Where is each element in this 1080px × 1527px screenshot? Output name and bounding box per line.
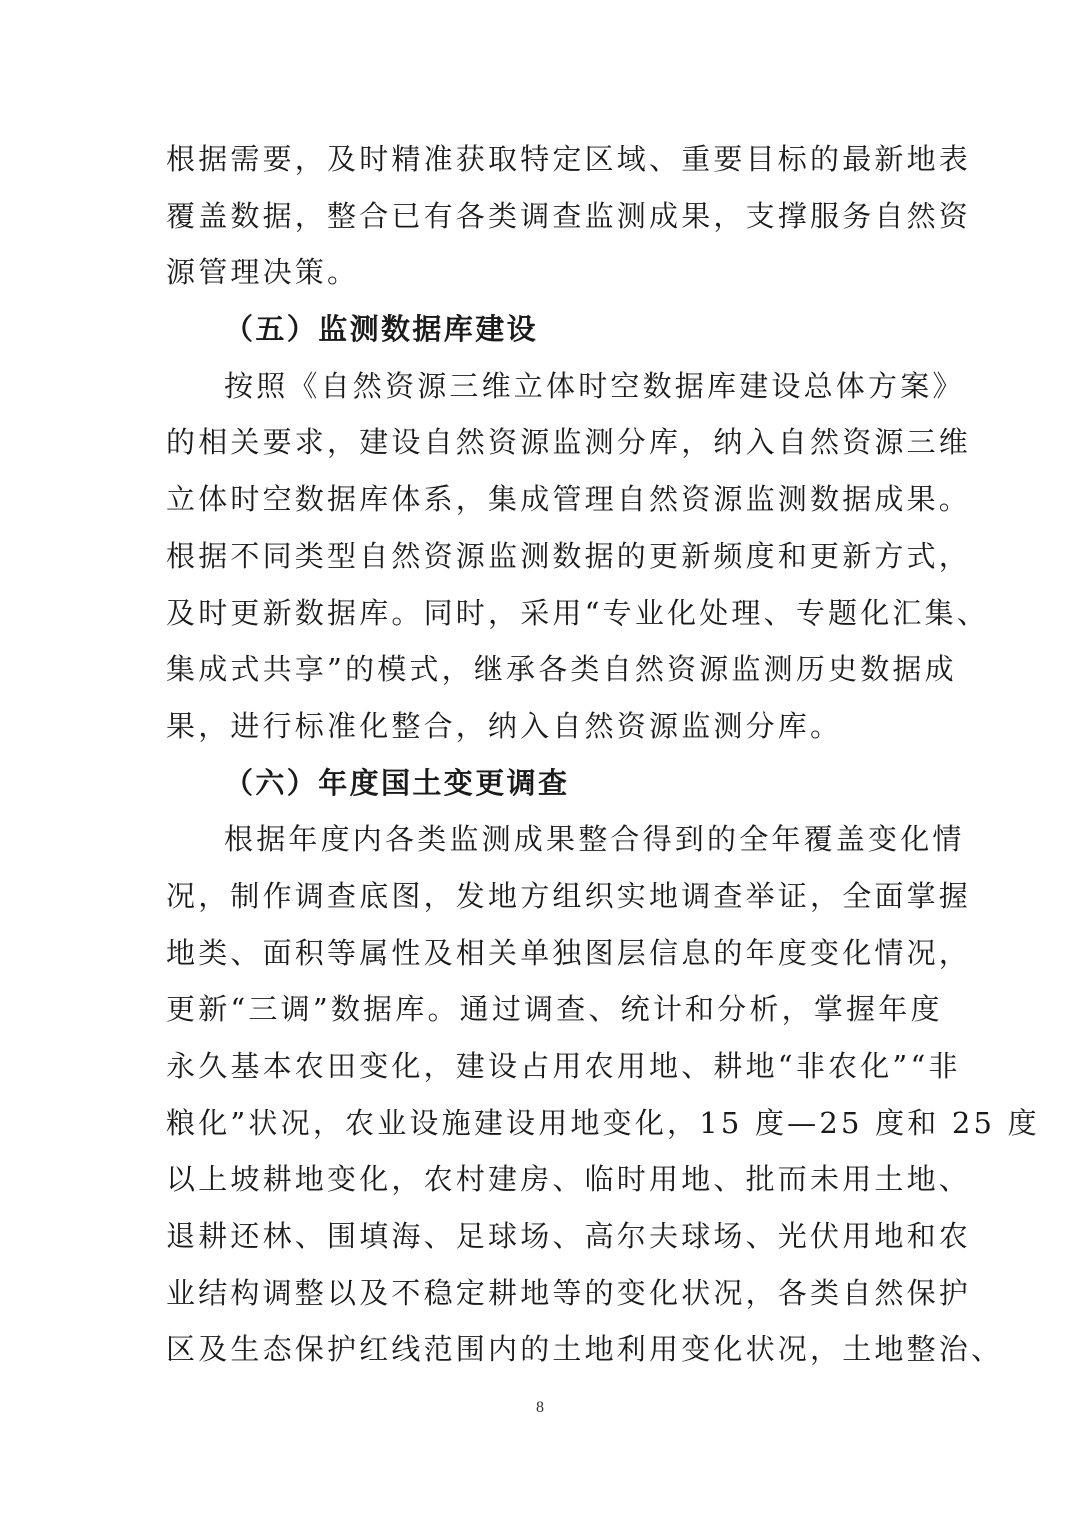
page-number: 8 <box>536 1399 544 1416</box>
section-heading-5: （五）监测数据库建设 <box>224 312 539 347</box>
section-heading-6: （六）年度国土变更调查 <box>224 765 570 800</box>
paragraph-line: 永久基本农田变化，建设占用农用地、耕地“非农化”“非 <box>166 1049 961 1083</box>
paragraph-line: 业结构调整以及不稳定耕地等的变化状况，各类自然保护 <box>166 1275 972 1310</box>
paragraph-line: 更新“三调”数据库。通过调查、统计和分析，掌握年度 <box>166 992 943 1027</box>
paragraph-line: 地类、面积等属性及相关单独图层信息的年度变化情况， <box>166 935 972 970</box>
paragraph-line: 源管理决策。 <box>166 255 360 290</box>
paragraph-line: 粮化”状况，农业设施建设用地变化，15 度—25 度和 25 度 <box>166 1105 1040 1140</box>
paragraph-line: 的相关要求，建设自然资源监测分库，纳入自然资源三维 <box>166 425 972 460</box>
paragraph-line: 根据需要，及时精准获取特定区域、重要目标的最新地表 <box>166 142 972 176</box>
paragraph-line: 根据年度内各类监测成果整合得到的全年覆盖变化情 <box>224 822 965 857</box>
paragraph-line: 立体时空数据库体系，集成管理自然资源监测数据成果。 <box>166 482 972 517</box>
paragraph-line: 集成式共享”的模式，继承各类自然资源监测历史数据成 <box>166 652 957 687</box>
body-text <box>166 131 1040 1378</box>
paragraph-line: 按照《自然资源三维立体时空数据库建设总体方案》 <box>224 368 965 403</box>
paragraph-line: 区及生态保护红线范围内的土地利用变化状况，土地整治、 <box>166 1332 1004 1367</box>
paragraph-line: 果，进行标准化整合，纳入自然资源监测分库。 <box>166 708 843 743</box>
paragraph-line: 覆盖数据，整合已有各类调查监测成果，支撑服务自然资 <box>166 198 972 233</box>
paragraph-line: 况，制作调查底图，发地方组织实地调查举证，全面掌握 <box>166 878 972 913</box>
paragraph-line: 退耕还林、围填海、足球场、高尔夫球场、光伏用地和农 <box>166 1219 972 1254</box>
paragraph-line: 以上坡耕地变化，农村建房、临时用地、批而未用土地、 <box>166 1162 972 1197</box>
paragraph-line: 及时更新数据库。同时，采用“专业化处理、专题化汇集、 <box>166 595 990 630</box>
paragraph-line: 根据不同类型自然资源监测数据的更新频度和更新方式， <box>166 538 972 573</box>
